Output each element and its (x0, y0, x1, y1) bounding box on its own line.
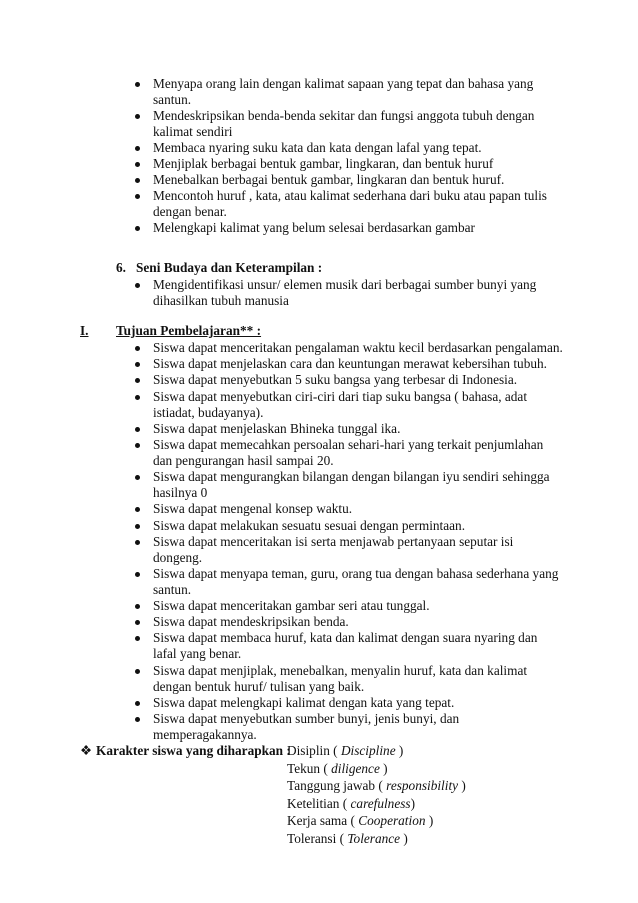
list-item: Mengidentifikasi unsur/ elemen musik dari berbagai sumber bunyi yang dihasilkan tubuh manusia (134, 277, 564, 309)
list-item: Siswa dapat membaca huruf, kata dan kalimat dengan suara nyaring dan lafal yang benar. (134, 630, 564, 662)
list-item: Siswa dapat mengurangkan bilangan dengan bilangan iyu sendiri sehingga hasilnya 0 (134, 469, 564, 501)
trait-kerja-sama: Kerja sama ( Cooperation ) (287, 813, 434, 829)
list-item: Siswa dapat menyapa teman, guru, orang tua dengan bahasa sederhana yang santun. (134, 566, 564, 598)
karakter-section (80, 743, 560, 849)
seni-budaya-number: 6. (116, 260, 126, 275)
list-item: Siswa dapat melengkapi kalimat dengan kata yang tepat. (134, 695, 564, 711)
seni-budaya-heading (116, 260, 322, 276)
karakter-label (80, 743, 291, 759)
list-item: Siswa dapat menjiplak, menebalkan, menyalin huruf, kata dan kalimat dengan bentuk huruf/ tulisan yang baik. (134, 663, 564, 695)
seni-budaya-title: Seni Budaya dan Keterampilan : (136, 260, 323, 275)
trait-toleransi: Toleransi ( Tolerance ) (287, 830, 408, 846)
list-item: Siswa dapat melakukan sesuatu sesuai dengan permintaan. (134, 518, 564, 534)
seni-budaya-list (134, 277, 564, 309)
diamond-bullet-icon: ❖ (80, 743, 92, 758)
trait-tanggung-jawab: Tanggung jawab ( responsibility ) (287, 778, 466, 794)
list-item: Membaca nyaring suku kata dan kata dengan lafal yang tepat. (134, 140, 564, 156)
trait-tekun: Tekun ( diligence ) (287, 760, 388, 776)
karakter-row (80, 761, 560, 779)
list-item: Siswa dapat menyebutkan sumber bunyi, jenis bunyi, dan memperagakannya. (134, 711, 564, 743)
list-item: Siswa dapat menceritakan gambar seri atau tunggal. (134, 598, 564, 614)
list-item: Siswa dapat menceritakan pengalaman waktu kecil berdasarkan pengalaman. (134, 340, 564, 356)
list-item: Siswa dapat menyebutkan ciri-ciri dari tiap suku bangsa ( bahasa, adat istiadat, budayanya). (134, 389, 564, 421)
top-bullet-list (134, 76, 564, 236)
karakter-label-text: Karakter siswa yang diharapkan : (96, 743, 291, 758)
tujuan-number: I. (80, 323, 89, 338)
list-item: Siswa dapat menjelaskan Bhineka tunggal ika. (134, 421, 564, 437)
karakter-row (80, 796, 560, 814)
list-item: Siswa dapat menjelaskan cara dan keuntungan merawat kebersihan tubuh. (134, 356, 564, 372)
list-item: Mendeskripsikan benda-benda sekitar dan fungsi anggota tubuh dengan kalimat sendiri (134, 108, 564, 140)
list-item: Mencontoh huruf , kata, atau kalimat sederhana dari buku atau papan tulis dengan benar. (134, 188, 564, 220)
tujuan-pembelajaran-list (134, 340, 564, 743)
list-item: Menjiplak berbagai bentuk gambar, lingkaran, dan bentuk huruf (134, 156, 564, 172)
list-item: Menebalkan berbagai bentuk gambar, lingkaran dan bentuk huruf. (134, 172, 564, 188)
list-item: Siswa dapat mendeskripsikan benda. (134, 614, 564, 630)
trait-disiplin: Disiplin ( Discipline ) (287, 743, 404, 758)
tujuan-title: Tujuan Pembelajaran** : (116, 323, 262, 338)
karakter-row (80, 813, 560, 831)
trait-ketelitian: Ketelitian ( carefulness) (287, 795, 416, 811)
karakter-row (80, 743, 560, 761)
list-item: Siswa dapat memecahkan persoalan sehari-hari yang terkait penjumlahan dan pengurangan hasil sampai 20. (134, 437, 564, 469)
karakter-row (80, 778, 560, 796)
list-item: Siswa dapat menceritakan isi serta menjawab pertanyaan seputar isi dongeng. (134, 534, 564, 566)
list-item: Siswa dapat menyebutkan 5 suku bangsa yang terbesar di Indonesia. (134, 372, 564, 388)
list-item: Melengkapi kalimat yang belum selesai berdasarkan gambar (134, 220, 564, 236)
list-item: Menyapa orang lain dengan kalimat sapaan yang tepat dan bahasa yang santun. (134, 76, 564, 108)
karakter-row (80, 831, 560, 849)
tujuan-pembelajaran-heading (80, 323, 261, 339)
list-item: Siswa dapat mengenal konsep waktu. (134, 501, 564, 517)
